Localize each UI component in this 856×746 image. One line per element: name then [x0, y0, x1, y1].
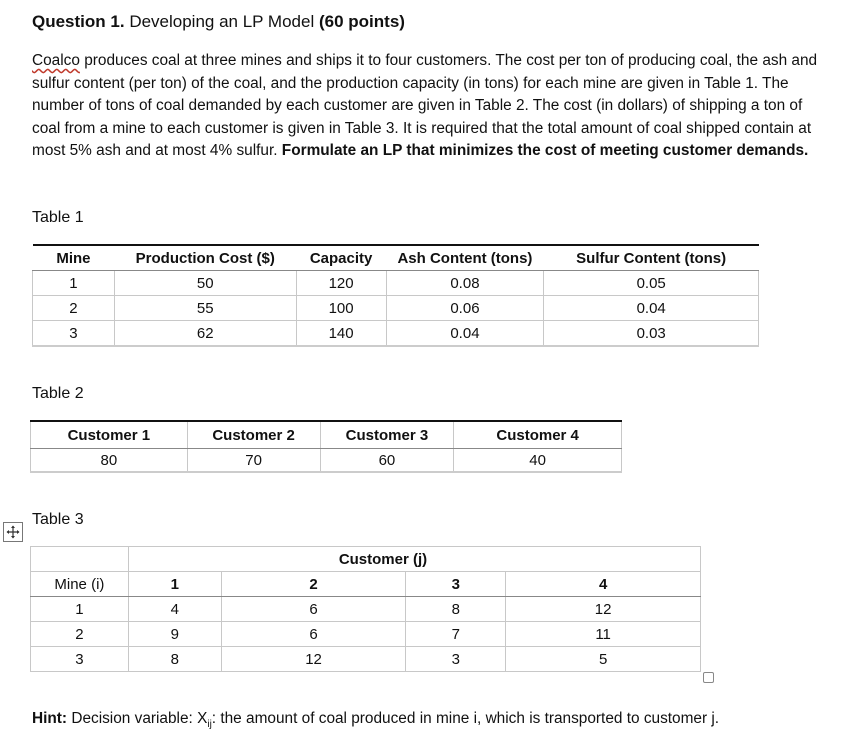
table1-cell: 100 — [296, 296, 386, 321]
table1-cell: 50 — [114, 271, 296, 296]
table1-header: Mine — [33, 245, 115, 271]
hint-subscript: ij — [207, 719, 212, 731]
table3-col-header: 1 — [128, 572, 221, 597]
table1-cell: 0.08 — [386, 271, 544, 296]
table1-caption: Table 1 — [32, 209, 84, 226]
table-row — [31, 597, 701, 622]
hint — [32, 710, 719, 730]
table1-cell: 0.03 — [544, 321, 759, 347]
table3-cell: 12 — [506, 597, 701, 622]
table3-cell: 8 — [406, 597, 506, 622]
table-move-handle[interactable] — [3, 522, 23, 542]
table2-cell: 60 — [320, 449, 454, 473]
table1-cell: 62 — [114, 321, 296, 347]
table3-empty-corner — [31, 547, 129, 572]
table-row — [33, 296, 759, 321]
table3-group-label: Customer (j) — [338, 550, 428, 568]
table3-col-header: 4 — [506, 572, 701, 597]
table1-cell: 0.05 — [544, 271, 759, 296]
company-name: Coalco — [32, 52, 80, 69]
table1-cell: 1 — [33, 271, 115, 296]
table3-cell: 11 — [506, 622, 701, 647]
table3-shipping-costs — [30, 546, 701, 672]
table3-group-header — [128, 547, 700, 572]
table1-header: Production Cost ($) — [114, 245, 296, 271]
hint-text-before: Decision variable: X — [67, 710, 208, 727]
question-points: (60 points) — [318, 12, 405, 31]
table3-cell: 4 — [128, 597, 221, 622]
table1-header: Ash Content (tons) — [386, 245, 544, 271]
move-arrows-icon — [6, 525, 20, 539]
table2-cell: 40 — [454, 449, 622, 473]
question-number: Question 1. — [32, 12, 125, 31]
problem-statement — [32, 50, 822, 163]
table3-col-header: 3 — [406, 572, 506, 597]
table3-cell: 8 — [128, 647, 221, 672]
table3-cell: 7 — [406, 622, 506, 647]
table3-cell: 6 — [221, 597, 406, 622]
table-row — [31, 622, 701, 647]
table1-cell: 55 — [114, 296, 296, 321]
table2-header: Customer 3 — [320, 421, 454, 449]
table3-cell: 9 — [128, 622, 221, 647]
table3-group-header-row — [31, 547, 701, 572]
hint-text-after: : the amount of coal produced in mine i, which is transported to customer j. — [211, 710, 720, 727]
table3-mine-cell: 3 — [31, 647, 129, 672]
table1-cell: 140 — [296, 321, 386, 347]
table1-cell: 2 — [33, 296, 115, 321]
question-title: Developing an LP Model — [129, 12, 315, 31]
table3-header-row — [31, 572, 701, 597]
table2-header-row — [31, 421, 622, 449]
table3-caption: Table 3 — [32, 511, 84, 528]
table-row — [31, 449, 622, 473]
table2-cell: 70 — [187, 449, 320, 473]
table2-header: Customer 1 — [31, 421, 188, 449]
table1-cell: 3 — [33, 321, 115, 347]
problem-task: Formulate an LP that minimizes the cost of meeting customer demands. — [281, 142, 809, 159]
table1-mines — [32, 244, 759, 347]
table3-mine-cell: 2 — [31, 622, 129, 647]
table-row — [33, 321, 759, 347]
question-heading — [32, 12, 405, 32]
table1-cell: 0.04 — [386, 321, 544, 347]
table-row — [31, 647, 701, 672]
table1-cell: 120 — [296, 271, 386, 296]
table3-mine-cell: 1 — [31, 597, 129, 622]
table2-cell: 80 — [31, 449, 188, 473]
table2-caption: Table 2 — [32, 385, 84, 402]
problem-text: produces coal at three mines and ships it to four customers. The cost per ton of producing coal, the ash and sulfur content (per ton) of the coal, and the production capacity (in tons) for each mine are given in Table 1. The number of tons of coal demanded by each customer are given in Table 2. The cost (in dollars) of shipping a ton of coal from a mine to each customer is given in Table 3. It is required that the total amount of coal shipped contain at most 5% ash and at most 4% sulfur. — [32, 52, 818, 159]
table-resize-handle[interactable] — [703, 672, 714, 683]
table1-cell: 0.04 — [544, 296, 759, 321]
table-row — [33, 271, 759, 296]
table3-cell: 5 — [506, 647, 701, 672]
table2-header: Customer 4 — [454, 421, 622, 449]
table1-header: Sulfur Content (tons) — [544, 245, 759, 271]
table3-cell: 6 — [221, 622, 406, 647]
table1-header-row — [33, 245, 759, 271]
table3-row-header: Mine (i) — [31, 572, 129, 597]
table2-demand — [30, 420, 622, 473]
table3-col-header: 2 — [221, 572, 406, 597]
hint-label: Hint: — [32, 710, 68, 727]
table2-header: Customer 2 — [187, 421, 320, 449]
table1-header: Capacity — [296, 245, 386, 271]
table1-cell: 0.06 — [386, 296, 544, 321]
table3-cell: 12 — [221, 647, 406, 672]
table3-cell: 3 — [406, 647, 506, 672]
